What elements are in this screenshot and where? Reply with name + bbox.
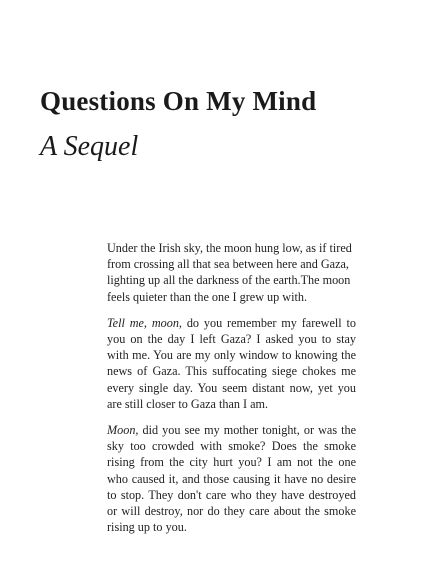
chapter-title: Questions On My Mind — [40, 86, 317, 116]
paragraph-lead: Tell me, moon, — [107, 315, 182, 330]
paragraph-text: do you remember my farewell to you on the day I left Gaza? I asked you to stay with me. You are my only window to knowing the news of Gaza. This suffocating siege chokes me every single day. You seem distant now, yet you are still closer to Gaza than I am. — [107, 315, 356, 411]
paragraph-lead: Moon, — [107, 423, 139, 438]
paragraph-text: Under the Irish sky, the moon hung low, as if tired from crossing all that sea between here and Gaza, lighting up all the darkness of the earth.The moon feels quieter than the one I grew up with. — [107, 241, 352, 304]
paragraph — [107, 315, 356, 412]
paragraph — [107, 422, 356, 535]
paragraph — [107, 240, 356, 305]
chapter-body — [107, 240, 356, 545]
chapter-subtitle: A Sequel — [40, 131, 139, 162]
paragraph-text: did you see my mother tonight, or was the sky too crowded with smoke? Does the smoke rising from the city hurt you? I am not the one who caused it, and those causing it have no desire to stop. They don't care who they have destroyed or will destroy, nor do they care about the smoke rising up to you. — [107, 423, 356, 535]
